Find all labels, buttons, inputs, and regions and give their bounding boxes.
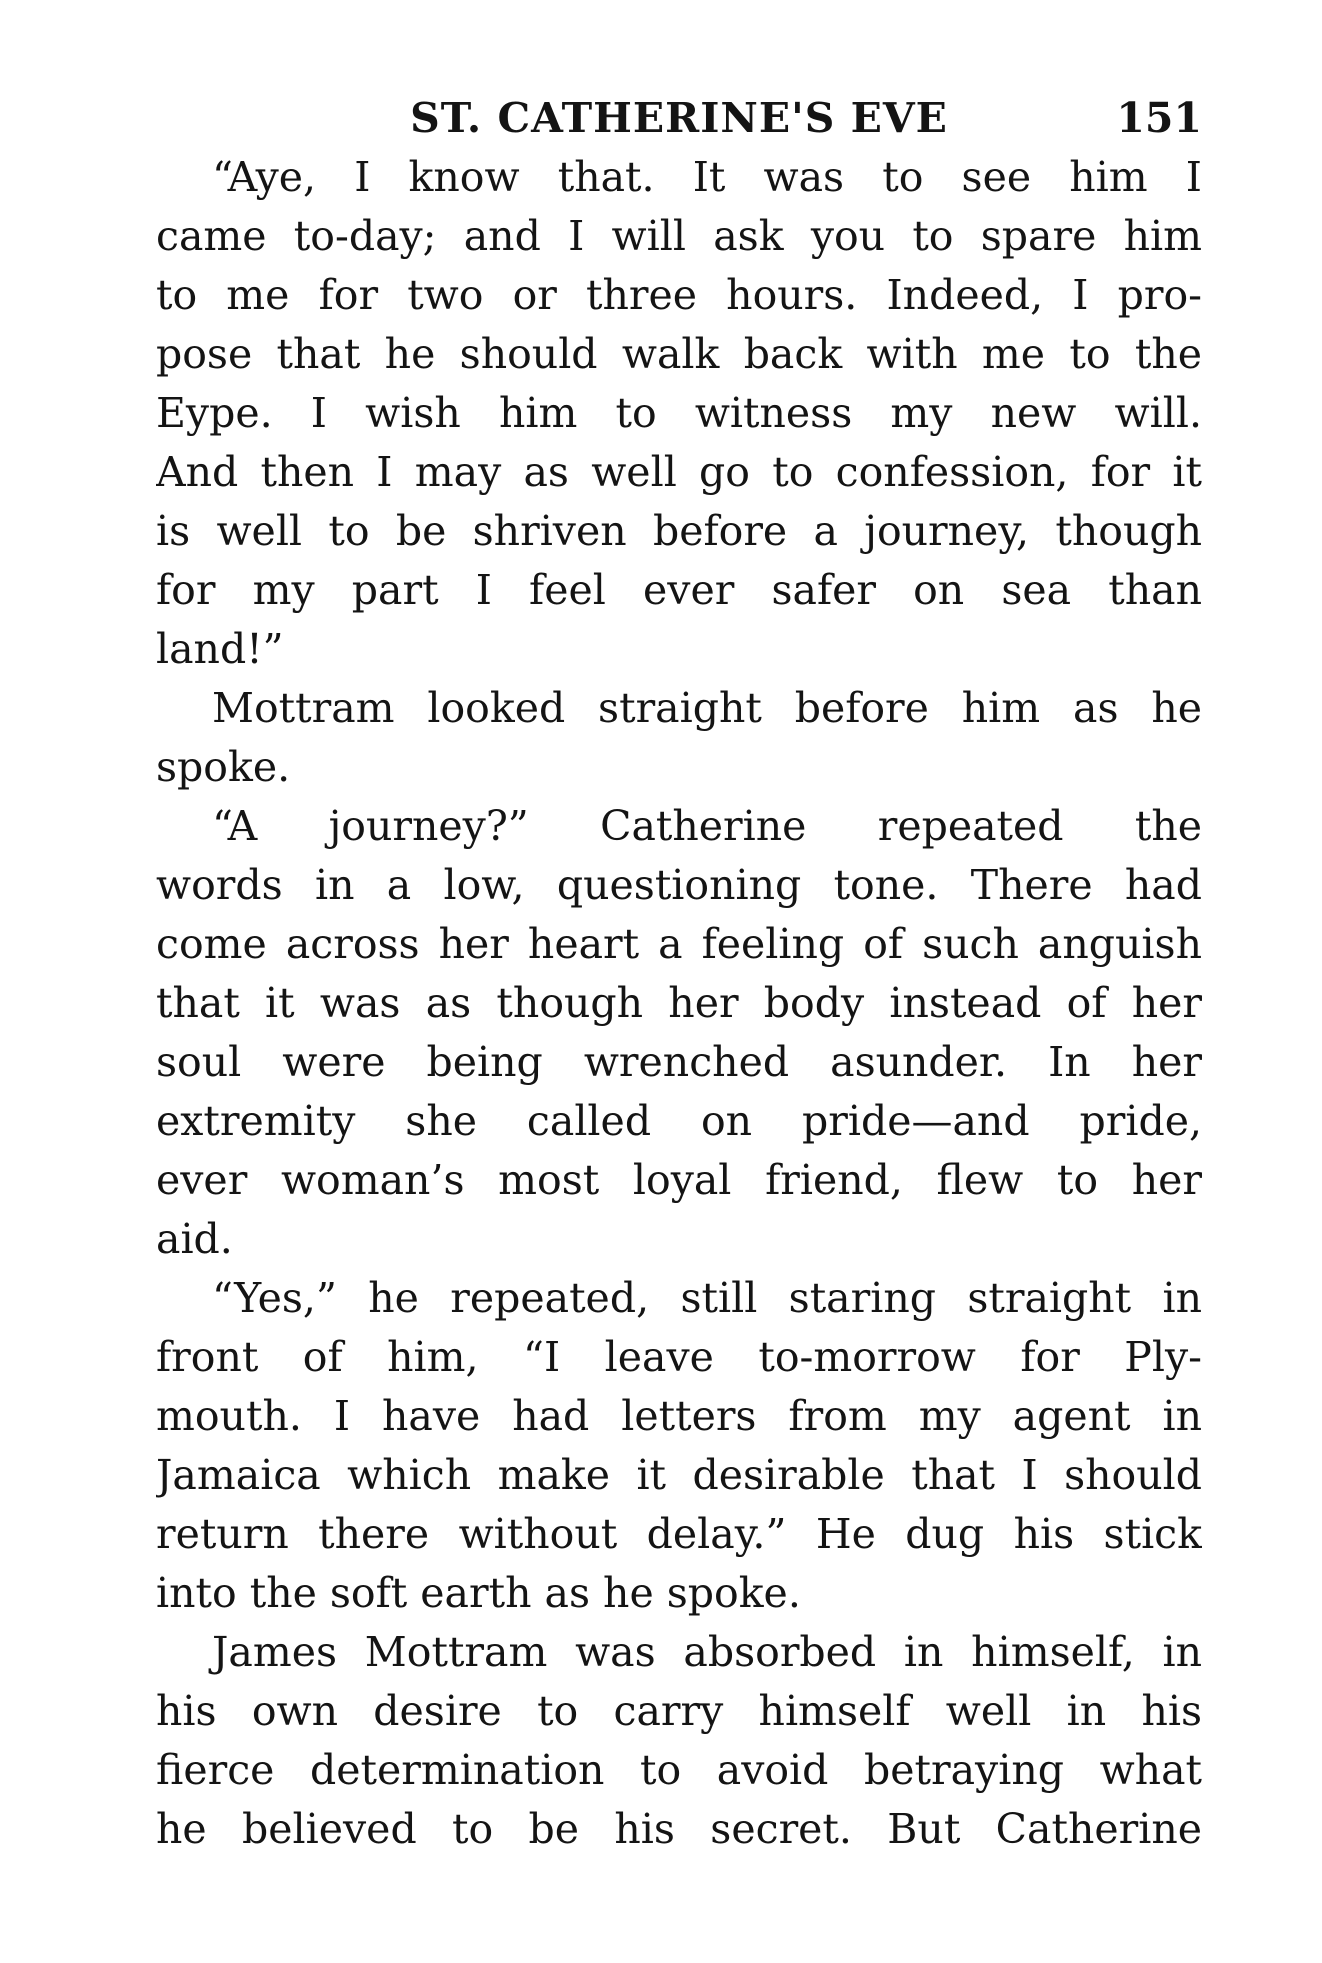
text-line: “Yes,” he repeated, still staring straight in	[212, 1274, 1202, 1322]
text-line: ever woman’s most loyal friend, flew to her	[156, 1156, 1202, 1204]
text-line: aid.	[156, 1215, 233, 1263]
text-line: extremity she called on pride—and pride,	[156, 1097, 1202, 1145]
text-line: he believed to be his secret. But Catherine	[156, 1805, 1202, 1853]
text-line: mouth. I have had letters from my agent in	[156, 1392, 1202, 1440]
body-text	[156, 148, 1202, 1859]
text-line: that it was as though her body instead of her	[156, 979, 1202, 1027]
text-line: spoke.	[156, 743, 291, 791]
text-line: came to-day; and I will ask you to spare him	[156, 212, 1202, 260]
text-line: Mottram looked straight before him as he	[212, 684, 1202, 732]
text-line: return there without delay.” He dug his stick	[156, 1510, 1202, 1558]
text-line: land!”	[156, 625, 284, 673]
text-line: “A journey?” Catherine repeated the	[212, 802, 1202, 850]
text-line: come across her heart a feeling of such anguish	[156, 920, 1202, 968]
text-line: to me for two or three hours. Indeed, I pro-	[156, 271, 1202, 319]
text-line: is well to be shriven before a journey, though	[156, 507, 1202, 555]
running-title: ST. CATHERINE'S EVE	[410, 94, 948, 142]
text-line: front of him, “I leave to-morrow for Ply-	[156, 1333, 1202, 1381]
text-line: And then I may as well go to confession, for it	[156, 448, 1202, 496]
page-number: 151	[1116, 94, 1202, 142]
text-line: Jamaica which make it desirable that I should	[156, 1451, 1202, 1499]
text-line: into the soft earth as he spoke.	[156, 1569, 801, 1617]
text-line: words in a low, questioning tone. There had	[156, 861, 1202, 909]
page-header	[156, 88, 1202, 148]
text-line: “Aye, I know that. It was to see him I	[212, 153, 1202, 201]
text-line: soul were being wrenched asunder. In her	[156, 1038, 1202, 1086]
text-line: for my part I feel ever safer on sea than	[156, 566, 1202, 614]
text-line: pose that he should walk back with me to the	[156, 330, 1202, 378]
text-line: Eype. I wish him to witness my new will.	[156, 389, 1202, 437]
text-line: James Mottram was absorbed in himself, in	[212, 1628, 1202, 1676]
text-line: fierce determination to avoid betraying what	[156, 1746, 1202, 1794]
text-line: his own desire to carry himself well in his	[156, 1687, 1202, 1735]
